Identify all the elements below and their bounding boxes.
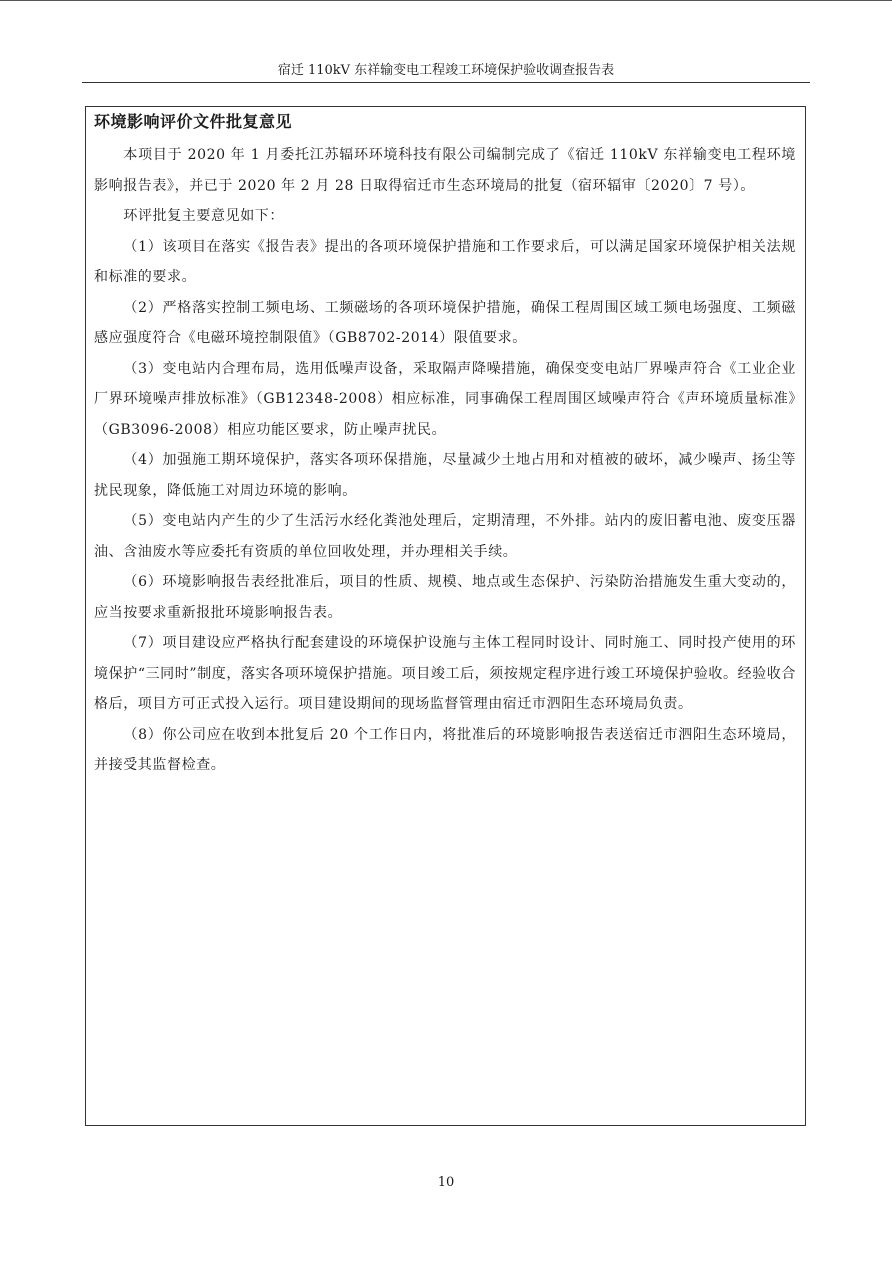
opinion-item-8: （8）你公司应在收到本批复后 20 个工作日内，将批准后的环境影响报告表送宿迁市泗阳生态环境局，并接受其监督检查。 (94, 726, 796, 773)
opinion-item-7: （7）项目建设应严格执行配套建设的环境保护设施与主体工程同时设计、同时施工、同时投产使用的环境保护“三同时”制度，落实各项环境保护措施。项目竣工后，须按规定程序进行竣工环境保护验收。经验收合格后，项目方可正式投入运行。项目建设期间的现场监督管理由宿迁市泗阳生态环境局负责。 (94, 635, 796, 712)
opinion-item-5: （5）变电站内产生的少了生活污水经化粪池处理后，定期清理，不外排。站内的废旧蓄电池、废变压器油、含油废水等应委托有资质的单位回收处理，并办理相关手续。 (94, 513, 796, 560)
opinion-item-4: （4）加强施工期环境保护，落实各项环保措施，尽量减少土地占用和对植被的破坏，减少噪声、扬尘等扰民现象，降低施工对周边环境的影响。 (94, 452, 796, 499)
page-number: 10 (437, 1175, 455, 1190)
running-header: 宿迁 110kV 东祥输变电工程竣工环境保护验收调查报告表 (277, 63, 615, 78)
header-rule (82, 82, 810, 83)
approval-opinion-box (85, 106, 806, 1126)
section-title: 环境影响评价文件批复意见 (94, 112, 293, 131)
intro-paragraph: 本项目于 2020 年 1 月委托江苏辐环环境科技有限公司编制完成了《宿迁 110kV 东祥输变电工程环境影响报告表》，并已于 2020 年 2 月 28 日取得宿迁市生态环境局的批复（宿环辐审〔2020〕7 号）。 (94, 147, 796, 194)
opinion-item-1: （1）该项目在落实《报告表》提出的各项环境保护措施和工作要求后，可以满足国家环境保护相关法规和标准的要求。 (94, 238, 796, 285)
opinion-item-3: （3）变电站内合理布局，选用低噪声设备，采取隔声降噪措施，确保变变电站厂界噪声符合《工业企业厂界环境噪声排放标准》（GB12348-2008）相应标准，同事确保工程周围区域噪声符合《声环境质量标准》（GB3096-2008）相应功能区要求，防止噪声扰民。 (94, 360, 796, 438)
opinion-item-6: （6）环境影响报告表经批准后，项目的性质、规模、地点或生态保护、污染防治措施发生重大变动的，应当按要求重新报批环境影响报告表。 (94, 574, 796, 621)
opinion-item-2: （2）严格落实控制工频电场、工频磁场的各项环境保护措施，确保工程周围区域工频电场强度、工频磁感应强度符合《电磁环境控制限值》（GB8702-2014）限值要求。 (94, 299, 796, 346)
approval-body (94, 140, 796, 781)
page-top-border (0, 0, 892, 1)
opinions-lead-paragraph: 环评批复主要意见如下： (123, 208, 284, 224)
